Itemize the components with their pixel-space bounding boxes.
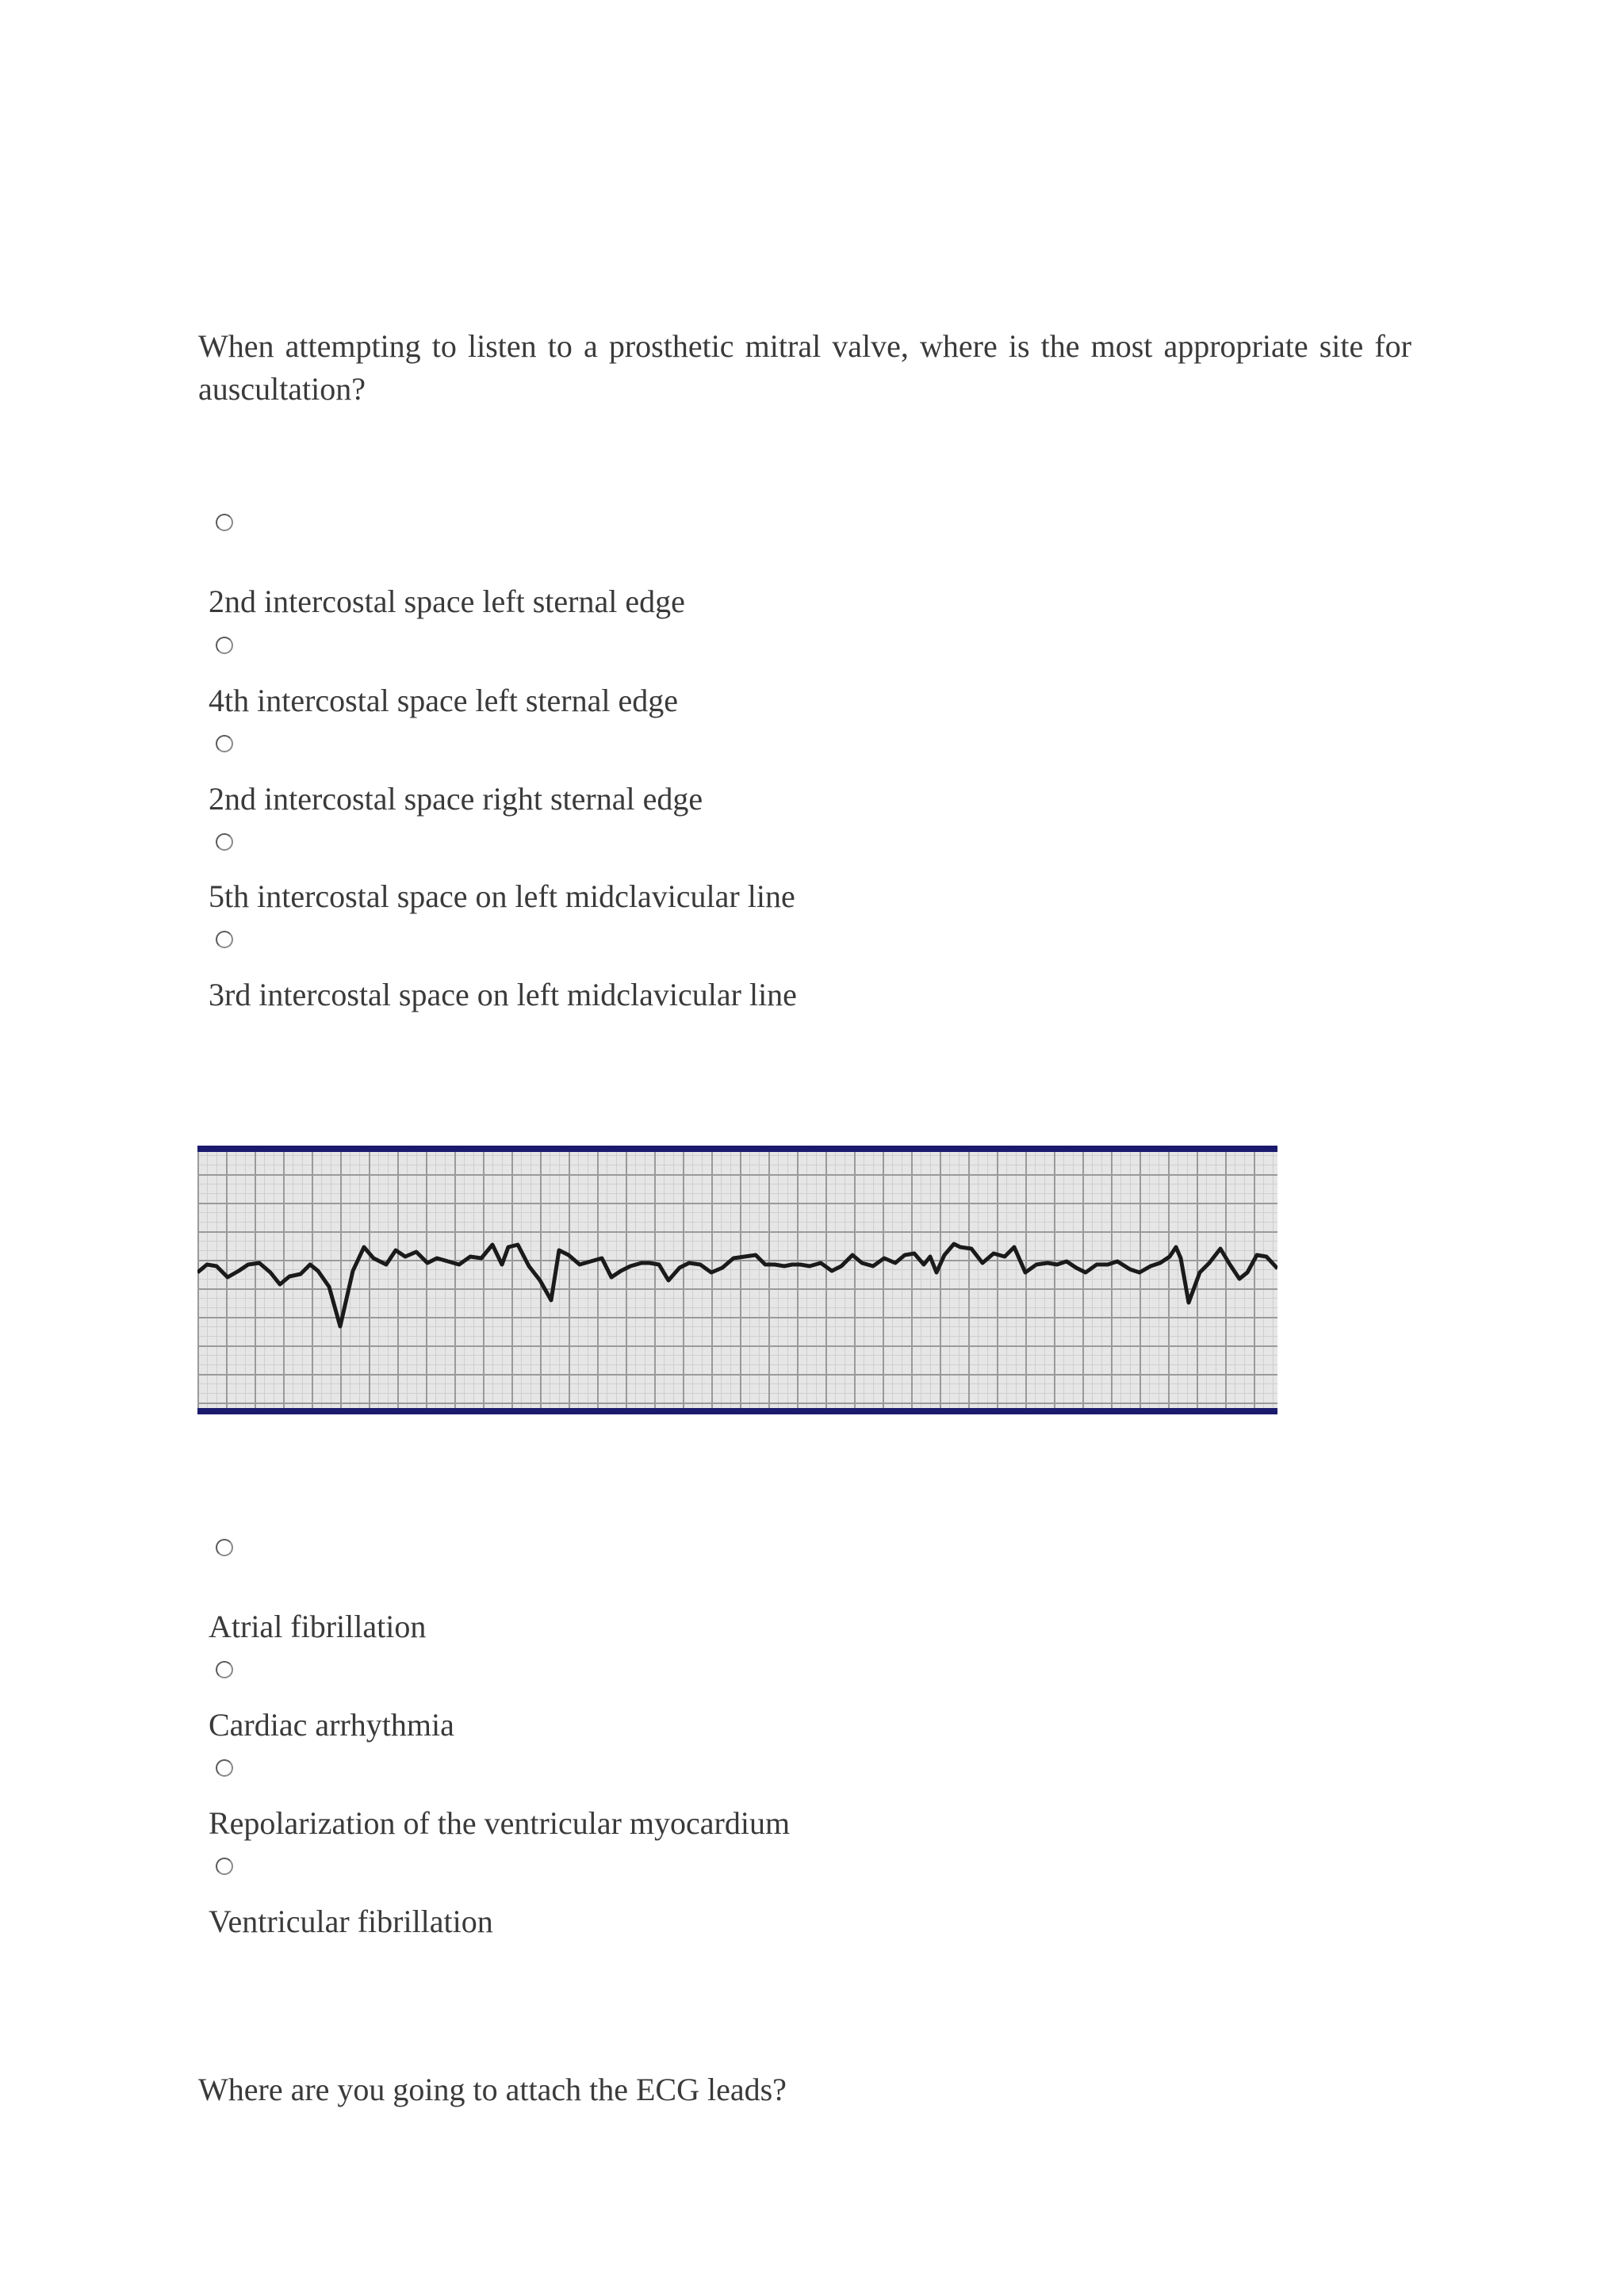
- radio-q1-option-5[interactable]: [216, 931, 233, 948]
- radio-q2-option-3[interactable]: [216, 1759, 233, 1777]
- radio-q1-option-4[interactable]: [216, 833, 233, 851]
- question-3-text: Where are you going to attach the ECG leads?: [198, 2072, 787, 2107]
- q1-option-1-label: 2nd intercostal space left sternal edge: [209, 584, 685, 619]
- q1-option-5-label: 3rd intercostal space on left midclavicular line: [209, 977, 797, 1012]
- radio-q2-option-4[interactable]: [216, 1858, 233, 1875]
- question-1-text: When attempting to listen to a prosthetic mitral valve, where is the most appropriate site for auscultation?: [198, 328, 1411, 407]
- ecg-bottom-border: [197, 1408, 1277, 1414]
- q2-option-2-label: Cardiac arrhythmia: [209, 1707, 454, 1743]
- q2-option-4-label: Ventricular fibrillation: [209, 1904, 493, 1939]
- q1-option-3-label: 2nd intercostal space right sternal edge: [209, 781, 703, 817]
- radio-q1-option-3[interactable]: [216, 735, 233, 752]
- ecg-strip-svg: [197, 1146, 1277, 1414]
- q1-option-2-label: 4th intercostal space left sternal edge: [209, 683, 678, 718]
- q2-option-3-label: Repolarization of the ventricular myocardium: [209, 1805, 791, 1841]
- radio-q1-option-1[interactable]: [216, 514, 233, 531]
- radio-q2-option-1[interactable]: [216, 1539, 233, 1556]
- q2-option-1-label: Atrial fibrillation: [209, 1609, 427, 1644]
- ecg-rhythm-strip-image: [197, 1146, 1277, 1414]
- ecg-top-border: [197, 1146, 1277, 1152]
- q1-option-4-label: 5th intercostal space on left midclavicular line: [209, 878, 795, 914]
- ecg-grid: [197, 1152, 1277, 1408]
- radio-q2-option-2[interactable]: [216, 1661, 233, 1678]
- radio-q1-option-2[interactable]: [216, 637, 233, 654]
